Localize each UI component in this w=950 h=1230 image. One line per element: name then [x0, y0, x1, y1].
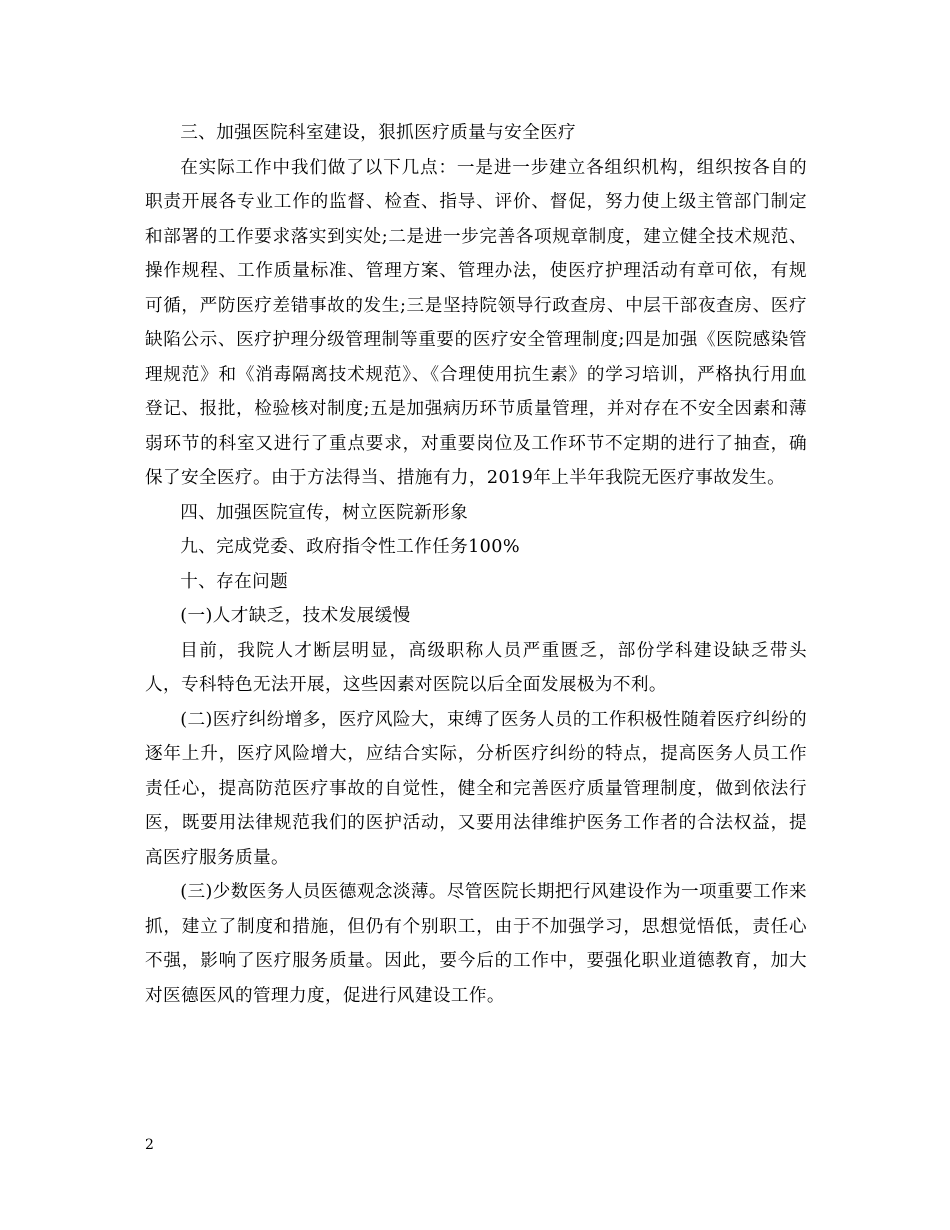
- section-heading-3: 三、加强医院科室建设，狠抓医疗质量与安全医疗: [180, 123, 577, 143]
- document-body: [145, 116, 807, 1013]
- section-heading-4: 四、加强医院宣传，树立医院新形象: [180, 502, 469, 523]
- page-number: 2: [145, 1137, 154, 1153]
- body-paragraph-medical-disputes: (二)医疗纠纷增多，医疗风险大，束缚了医务人员的工作积极性随着医疗纠纷的逐年上升，医疗风险增大，应结合实际，分析医疗纠纷的特点，提高医务人员工作责任心，提高防范医疗事故的自觉性，健全和完善医疗质量管理制度，做到依法行医，既要用法律规范我们的医护活动，又要用法律维护医务工作者的合法权益，提高医疗服务质量。: [145, 709, 807, 868]
- section-heading-9: 九、完成党委、政府指令性工作任务100%: [180, 537, 520, 557]
- body-paragraph-medical-ethics: (三)少数医务人员医德观念淡薄。尽管医院长期把行风建设作为一项重要工作来抓，建立了制度和措施，但仍有个别职工，由于不加强学习，思想觉悟低，责任心不强，影响了医疗服务质量。因此，要今后的工作中，要强化职业道德教育，加大对医德医风的管理力度，促进行风建设工作。: [145, 882, 807, 1006]
- subheading-talent-shortage: (一)人才缺乏，技术发展缓慢: [180, 606, 411, 626]
- body-paragraph-quality-measures: 在实际工作中我们做了以下几点：一是进一步建立各组织机构，组织按各自的职责开展各专业工作的监督、检查、指导、评价、督促，努力使上级主管部门制定和部署的工作要求落实到实处;二是进一步完善各项规章制度，建立健全技术规范、操作规程、工作质量标准、管理方案、管理办法，使医疗护理活动有章可依，有规可循，严防医疗差错事故的发生;三是坚持院领导行政查房、中层干部夜查房、医疗缺陷公示、医疗护理分级管理制等重要的医疗安全管理制度;四是加强《医院感染管理规范》和《消毒隔离技术规范》、《合理使用抗生素》的学习培训，严格执行用血登记、报批，检验核对制度;五是加强病历环节质量管理，并对存在不安全因素和薄弱环节的科室又进行了重点要求，对重要岗位及工作环节不定期的进行了抽查，确保了安全医疗。由于方法得当、措施有力，2019年上半年我院无医疗事故发生。: [145, 157, 807, 488]
- section-heading-10: 十、存在问题: [180, 571, 289, 592]
- body-paragraph-talent: 目前，我院人才断层明显，高级职称人员严重匮乏，部份学科建设缺乏带头人，专科特色无法开展，这些因素对医院以后全面发展极为不利。: [145, 640, 807, 695]
